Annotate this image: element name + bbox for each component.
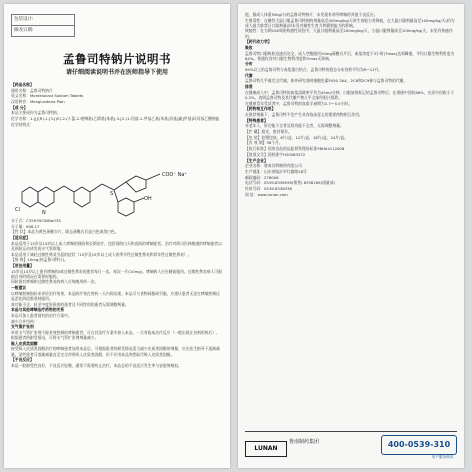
company-address: 生产地址：山东省临沂市红旗路18号 <box>245 168 307 174</box>
generic-name: 通用名称：孟鲁司特钠片 <box>11 87 53 93</box>
postal-code: 邮政编码：276006 <box>245 174 279 180</box>
right-block <box>245 12 457 197</box>
fax: 传真号码：0539-8336336 <box>245 185 292 191</box>
section-ingredients: 【成 分】 <box>11 104 28 110</box>
main-ingredient: 本品主要成份为孟鲁司特钠。 <box>11 110 61 116</box>
chemical-name: 化学名称：1-[[[(R)-1-[3-[(E)-2-(7-氯-2-喹啉基)乙烯基]苯基]-3-[2-(1-羟基-1-甲基乙基)苯基]丙基]硫]甲基]环丙基乙酸钠盐 <box>11 116 220 122</box>
company-logo: LUNAN <box>245 441 287 457</box>
service-hotline: 400-0539-310 <box>381 435 457 455</box>
section-pharmacokinetics: 【药代动力学】 <box>245 39 272 45</box>
right-sheet <box>238 4 464 468</box>
interactions-text: 在推荐剂量下，孟鲁司特不会产生具有临床意义的重要药物相互作用。 <box>245 112 363 117</box>
service-hotline-label: 用户服务热线 <box>432 455 453 459</box>
molecular-formula: 分子式：C35H35ClNNaO3S <box>11 218 61 223</box>
metabolism-text: 孟鲁司特几乎被完全代谢。体外研究表明细胞色素P450 3A4、2C8和2C9参与孟鲁司特的代谢。 <box>245 78 408 84</box>
footer-logos <box>245 435 457 461</box>
special-patients-text: 对老年人、肝功能不全者及肾功能不全者，无需调整剂量。 <box>245 123 344 129</box>
carcinogenicity: 致癌性：在为期106周的致癌性试验中，大鼠口服剂量高至200mg/kg/天，小鼠口服剂量高至100mg/kg/天，未见有致癌作用。 <box>245 28 453 39</box>
indication-rhinitis: 本品适用于减轻过敏性鼻炎引起的症状（15岁及15岁以上成人的季节性过敏性鼻炎和常年性过敏性鼻炎）。 <box>11 251 192 257</box>
adverse-reactions-text: 本品一般耐受性良好，不良反应轻微，通常不需要终止治疗。本品总的不良反应发生率与安慰剂相似。 <box>11 362 182 368</box>
chemical-structure-diagram <box>14 162 222 218</box>
general-advice-text: 以哮喘控制指标来评价治疗效果，本品的疗效在用药一天内即出现。本品可与食物同服或另服。应建议患者无论在哮喘控制还是恶化阶段都坚持服用。 <box>11 290 220 301</box>
svg-text:OH: OH <box>144 196 152 202</box>
distribution-text: 99%以上的孟鲁司特与血浆蛋白结合。孟鲁司特的稳态分布容积平均为8～11升。 <box>245 67 383 73</box>
excretion-heading: 排泄 <box>245 84 253 90</box>
pinyin-name: 汉语拼音：Menglusitena Pian <box>11 99 65 105</box>
stamp-row-date: 修改日期: <box>14 28 34 33</box>
molecular-weight: 分子量：608.17 <box>11 223 40 229</box>
stamp-row-design: 包装设计: <box>12 15 74 26</box>
metabolism-heading: 代谢 <box>245 72 253 78</box>
reproductive-toxicity: 生殖毒性：在雌性大鼠口服孟鲁司特钠的剂量高至400mg/kg/天时生育能力有降低，在大鼠口服剂量高至100mg/kg/天(约为成人最大推荐日口服剂量)时未见对雄性生育力和繁殖能力的影响。 <box>245 17 455 28</box>
english-name: 英文名称：Montelukast Sodium Tablets <box>11 93 84 99</box>
section-special-patients: 【特殊患者】 <box>245 117 268 123</box>
renal-hepatic-note: 肾功能不全、轻至中度肝损害的患者及不同性别的患者无需调整剂量。 <box>11 301 129 307</box>
company-name: 企业名称：鲁南贝特制药有限公司 <box>245 163 302 169</box>
approval-number: 【批准文号】国药准字H20083372 <box>245 151 306 157</box>
bronchodilator-text: 单用支气管扩张剂不能有效控制的哮喘患者，可在其治疗方案中加入本品，一旦有临床治疗反应（一般出现在首剂用药后），根据患者的耐受情况，可将支气管扩张剂剂量减少。 <box>11 329 220 341</box>
left-block-bottom <box>11 218 223 369</box>
distribution-heading: 分布 <box>245 61 253 67</box>
left-sheet <box>4 4 230 468</box>
telephone: 电话号码：0539-8336599(销售) 8336169(质量部) <box>245 180 335 186</box>
document-title: 孟鲁司特钠片说明书 <box>63 52 171 66</box>
half-life-text: 在健康青年受试者中，孟鲁司特的血浆半衰期为2.7～5.5小时。 <box>245 100 352 106</box>
dosage-text: 15岁及15岁以上患有哮喘和/或过敏性鼻炎的患者每日一次，每次一片(10mg)。哮喘病人应在睡前服用。过敏性鼻炎病人可根据自身的情况在需要时服药。 <box>11 268 222 279</box>
section-interactions: 【药物相互作用】 <box>245 106 276 112</box>
other-drugs-heading: 本品与其他哮喘治疗药物的关系 <box>11 307 65 313</box>
shelf-life: 【有 效 期】36个月。 <box>245 140 283 146</box>
appearance: 【性 状】本品为黄色薄膜衣片，除去薄膜衣后显白色或类白色。 <box>11 229 119 235</box>
dosage-combined: 同时患有哮喘和过敏性鼻炎的病人应每晚用药一次。 <box>11 279 99 285</box>
svg-text:COO⁻ Na⁺: COO⁻ Na⁺ <box>162 172 188 178</box>
document-subtitle: 请仔细阅读说明书并在医师指导下使用 <box>65 69 168 76</box>
section-manufacturer: 【生产企业】 <box>245 157 268 163</box>
storage: 【贮 藏】遮光，密封保存。 <box>245 129 292 135</box>
svg-text:Cl: Cl <box>15 207 20 213</box>
indication-asthma: 本品适用于15岁及15岁以上成人哮喘的预防和长期治疗，包括预防白天和夜间的哮喘症状，治疗对阿司匹林敏感的哮喘患者以及预防运动诱发的支气管收缩。 <box>11 240 222 251</box>
footer-divider <box>245 431 457 432</box>
company-group-name: 鲁南制药集团 <box>289 439 320 445</box>
packaging: 【包 装】铝塑包装。6片/盒，12片/盒，18片/盒，24片/盒。 <box>245 134 348 140</box>
standard: 【执行标准】国家食品药品监督管理局标准YBH04112008 <box>245 146 345 152</box>
section-dosage: 【用法用量】 <box>11 262 34 268</box>
absorption-text: 孟鲁司特口服吸收迅速而完全。成人空腹服用10mg薄膜衣片后，血浆浓度于3小时(Tmax)达到峰值，平均口服生物利用度为64%。普通饮食对口服生物利用度和Cmax无影响。 <box>245 50 455 61</box>
section-name: 【药品名称】 <box>11 82 34 87</box>
specification: 【规 格】10mg(按孟鲁司特计)。 <box>11 257 68 263</box>
section-adverse-reactions: 【不良反应】 <box>11 357 34 363</box>
other-drugs-text: 本品可加入患者现有的治疗方案中。 <box>11 312 72 318</box>
reduce-combination: 减少合并用药： <box>11 318 38 324</box>
left-block-top <box>11 82 223 128</box>
bronchodilator-heading: 支气管扩张剂 <box>11 324 34 330</box>
absorption-heading: 吸收 <box>245 44 253 50</box>
general-advice-heading: 一般建议 <box>11 285 27 291</box>
svg-text:N: N <box>42 210 46 216</box>
section-indications: 【适应症】 <box>11 235 30 241</box>
svg-text:S: S <box>110 191 114 197</box>
corticosteroid-text: 接受吸入皮质类固醇治疗的哮喘患者加用本品后，可根据患者的耐受情况适当减少皮质类固醇的剂量，应在医生指导下逐渐减量。某些患者可逐渐减量直至完全停用吸入皮质类固醇，但不应用本品突然取代吸入皮质类固醇。 <box>11 346 220 357</box>
corticosteroid-heading: 吸入皮质类固醇 <box>11 340 38 346</box>
website: 网 址：www.lunan.com <box>245 191 288 197</box>
structure-label: 化学结构式： <box>11 121 34 127</box>
design-stamp <box>11 14 75 37</box>
excretion-text: 在健康成人中，孟鲁司特的血浆清除率平均为45ml/分钟，口服放射标记的孟鲁司特后，在粪便中回收86%，在尿中回收小于0.2%，表明孟鲁司特及其代谢产物几乎全部经胆汁排泄。 <box>245 89 455 100</box>
toxicity-continued: 他，服成人体重50kg计)的孟鲁司特钠片，未发现有诱导哮喘的其他不良反应。 <box>245 12 378 17</box>
